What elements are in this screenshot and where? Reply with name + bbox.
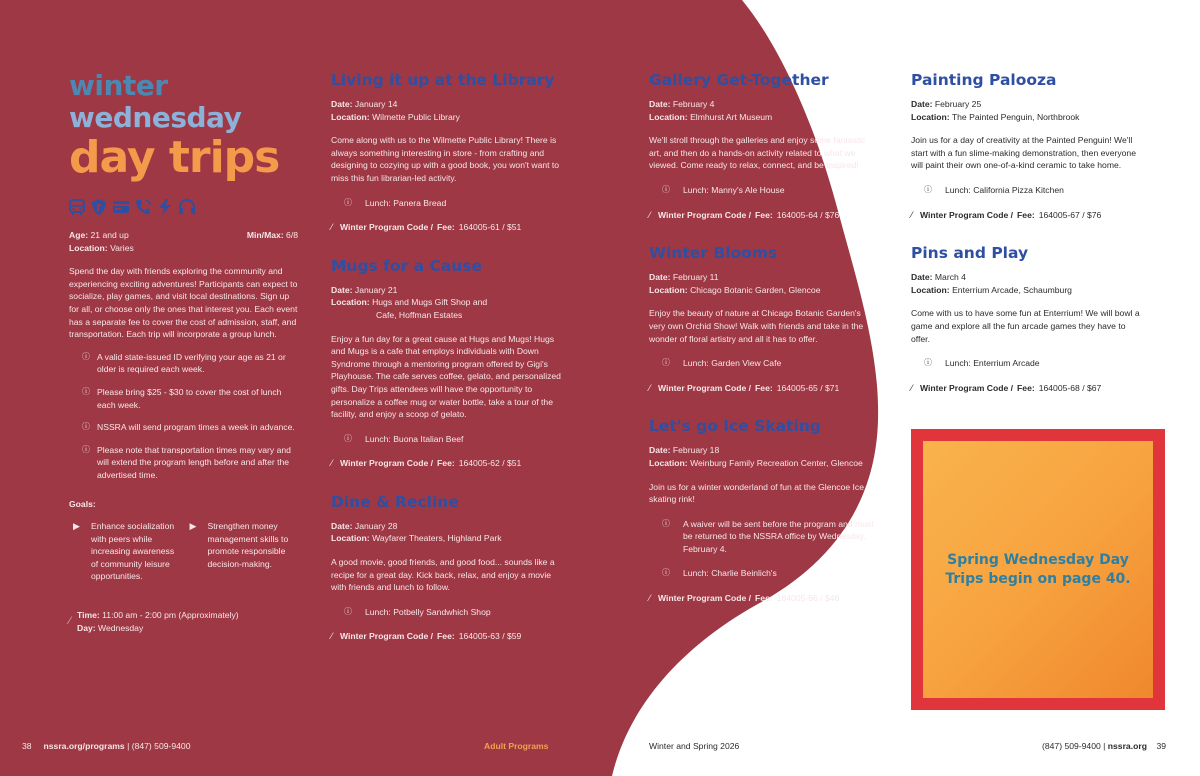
card-icon <box>112 198 130 216</box>
intro-description: Spend the day with friends exploring the community and experiencing exciting adventures! Participants can expect to socialize, play games, and visit local destinations. Sign up for all, or choose only the ones that interest you. Each event has a separate fee to cover the cost of admission, staff, and transportation. Each trip will incorporate a group lunch. <box>69 266 298 340</box>
trip-title: Let's go Ice Skating <box>649 417 821 436</box>
website-link[interactable]: nssra.org <box>1107 741 1147 751</box>
bus-icon <box>68 198 86 216</box>
page-title <box>69 70 279 182</box>
title-line-2: wednesday <box>69 101 242 134</box>
trip-title: Living it up at the Library <box>331 71 555 89</box>
trips-column-4 <box>911 70 1143 416</box>
program-code: ⁄ Winter Program Code / Fee: 164005-68 / $67 <box>911 382 1102 393</box>
trip-painting: Painting Palooza Date: February 25 Location: The Painted Penguin, Northbrook Join us for a day of creativity at the Painted Penguin! We'll start with a fun slime-making demonstration, then everyone will paint their own one-of-a-kind ceramic to take home. ⓘ Lunch: California Pizza Kitchen ⁄ Winter Program Code / Fee: 164005-67 / $76 <box>911 70 1143 221</box>
lightning-icon <box>156 198 174 216</box>
minmax-value: 6/8 <box>286 230 298 240</box>
trip-library: Living it up at the Library Date: January 14 Location: Wilmette Public Library Come along with us to the Wilmette Public Library! There is always something interesting in store - from crafting and designing to cozying up with a good book, you won't want to miss this fun librarian-led activity. ⓘ Lunch: Panera Bread ⁄ Winter Program Code / Fee: 164005-61 / $51 <box>331 71 560 233</box>
program-code: ⁄ Winter Program Code / Fee: 164005-62 / $51 <box>331 458 522 469</box>
phone-icon <box>134 198 152 216</box>
footer-right: (847) 509-9400 | nssra.org 39 <box>1042 741 1167 751</box>
trip-title: Mugs for a Cause <box>331 256 483 275</box>
age-value: 21 and up <box>90 230 129 240</box>
trip-title: Pins and Play <box>911 244 1029 263</box>
info-icon: ⓘ <box>344 197 352 207</box>
program-code: ⁄ Winter Program Code / Fee: 164005-67 / $76 <box>911 209 1102 220</box>
location-value: Varies <box>110 242 134 253</box>
program-code: ⁄ Winter Program Code / Fee: 164005-61 / $51 <box>331 222 522 233</box>
note-item: ⓘ Please bring $25 - $30 to cover the cost of lunch each week. <box>69 386 298 411</box>
page-number-right: 39 <box>1156 741 1167 751</box>
info-icon: ⓘ <box>662 568 670 578</box>
info-icon: ⓘ <box>924 358 932 368</box>
info-icon: ⓘ <box>82 351 90 361</box>
footer-left: 38 nssra.org/programs | (847) 509-9400 <box>22 741 191 751</box>
age-label: Age: <box>69 230 89 240</box>
info-icon: ⓘ <box>344 433 352 443</box>
trip-gallery: Gallery Get-Together Date: February 4 Location: Elmhurst Art Museum We'll stroll through the galleries and enjoy some fantastic art, and then do a hands-on activity related to what we viewed. Come ready to relax, connect, and be inspired! ⓘ Lunch: Manny's Ale House ⁄ Winter Program Code / Fee: 164005-64 / $76 <box>649 70 879 221</box>
play-box-icon: ▶ <box>189 521 197 532</box>
goal-item: ▶ Strengthen money management skills to promote responsible decision-making. <box>186 520 299 583</box>
minmax-label: Min/Max: <box>246 230 284 240</box>
divider-mark: ⁄ <box>69 615 71 628</box>
title-line-1: winter <box>69 69 168 102</box>
info-icon: ⓘ <box>662 358 670 368</box>
footer-season: Winter and Spring 2026 <box>649 741 740 751</box>
page-number-left: 38 <box>22 741 32 751</box>
trip-pins: Pins and Play Date: March 4 Location: Enterrium Arcade, Schaumburg Come with us to have some fun at Enterrium! We will bowl a game and explore all the fun arcade games they have to offer. ⓘ Lunch: Enterrium Arcade ⁄ Winter Program Code / Fee: 164005-68 / $67 <box>911 243 1143 394</box>
program-code: ⁄ Winter Program Code / Fee: 164005-64 / $76 <box>649 209 840 220</box>
info-icon: ⓘ <box>662 184 670 194</box>
title-line-3: day trips <box>69 132 280 183</box>
trip-title: Gallery Get-Together <box>649 71 829 89</box>
goals-heading: Goals: <box>69 498 96 509</box>
note-item: ⓘ Please note that transportation times may vary and will extend the program length before and after the advertised time. <box>69 444 298 482</box>
info-icon: ⓘ <box>82 422 90 432</box>
info-icon: ⓘ <box>82 444 90 454</box>
trips-column-2 <box>331 70 561 665</box>
shield-icon <box>90 198 108 216</box>
trip-title: Painting Palooza <box>911 71 1057 89</box>
location-label: Location: <box>69 242 108 253</box>
info-icon: ⓘ <box>344 606 352 616</box>
website-link[interactable]: nssra.org/programs <box>43 741 125 751</box>
trip-ice-skating: Let's go Ice Skating Date: February 18 Location: Weinburg Family Recreation Center, Glencoe Join us for a winter wonderland of fun at the Glencoe Ice skating rink! ⓘ A waiver will be sent before the program and must be returned to the NSSRA office by Wednesday, February 4. ⓘ Lunch: Charlie Beinlich's ⁄ Winter Program Code / Fee: 164005-66 / $46 <box>649 416 879 604</box>
info-icon: ⓘ <box>662 518 670 528</box>
program-code: ⁄ Winter Program Code / Fee: 164005-63 / $59 <box>331 631 522 642</box>
play-box-icon: ▶ <box>73 521 80 532</box>
footer-section: Adult Programs <box>484 741 549 751</box>
trip-mugs: Mugs for a Cause Date: January 21 Location: Hugs and Mugs Gift Shop and Cafe, Hoffman Estates Enjoy a fun day for a great cause at Hugs and Mugs! Hugs and Mugs is a cafe that employs individuals with Down Syndrome through a mentoring program offered by Gigi's Playhouse. The cafe serves coffee, gelato, and personalized gifts. Day Trips attendees will have the opportunity to personalize a coffee mug or water bottle, take a tour of the facility, and enjoy a scoop of gelato. ⓘ Lunch: Buona Italian Beef ⁄ Winter Program Code / Fee: 164005-62 / $51 <box>331 256 561 469</box>
headphones-icon <box>178 198 196 216</box>
promo-box <box>911 429 1165 710</box>
trip-dine: Dine & Recline Date: January 28 Location: Wayfarer Theaters, Highland Park A good movie, good friends, and good food... sounds like a recipe for a great day. Kick back, relax, and enjoy a movie with friends and lunch to follow. ⓘ Lunch: Potbelly Sandwhich Shop ⁄ Winter Program Code / Fee: 164005-63 / $59 <box>331 492 561 643</box>
trip-title: Dine & Recline <box>331 492 459 511</box>
trips-column-3 <box>649 70 879 627</box>
trip-title: Winter Blooms <box>649 244 778 263</box>
promo-text: Spring Wednesday Day Trips begin on page 40. <box>945 551 1131 587</box>
time-info: ⁄ Time: 11:00 am - 2:00 pm (Approximately) Day: Wednesday <box>69 610 239 633</box>
info-icon: ⓘ <box>924 184 932 194</box>
intro-column <box>69 229 298 634</box>
accessibility-icons <box>68 198 196 216</box>
info-icon: ⓘ <box>82 386 90 396</box>
note-item: ⓘ NSSRA will send program times a week in advance. <box>69 421 298 434</box>
program-code: ⁄ Winter Program Code / Fee: 164005-65 / $71 <box>649 382 840 393</box>
note-item: ⓘ A valid state-issued ID verifying your age as 21 or older is required each week. <box>69 351 298 376</box>
trip-winter-blooms: Winter Blooms Date: February 11 Location: Chicago Botanic Garden, Glencoe Enjoy the beauty of nature at Chicago Botanic Garden's very own Orchid Show! Walk with friends and take in the wonder of floral artistry and all it has to offer. ⓘ Lunch: Garden View Cafe ⁄ Winter Program Code / Fee: 164005-65 / $71 <box>649 243 879 394</box>
goals-list <box>69 520 298 583</box>
goal-item: ▶ Enhance socialization with peers while increasing awareness of community leisure opportunities. <box>69 520 182 583</box>
program-code: ⁄ Winter Program Code / Fee: 164005-66 / $46 <box>649 593 840 604</box>
